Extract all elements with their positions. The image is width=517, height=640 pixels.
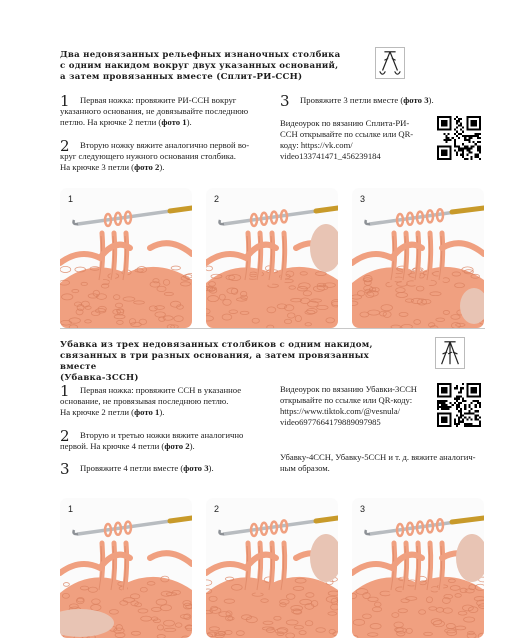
step-text: Вторую и третью ножки вяжите аналогично [80, 430, 244, 440]
step-text-end: ). [428, 95, 434, 105]
video-text-line: Видеоурок по вязанию Убавки-3ССН [280, 384, 418, 394]
yarn-chain [206, 245, 276, 263]
step-text: На крючке 3 петли ( [60, 162, 135, 172]
note-line: ным образом. [280, 463, 330, 473]
step-text-end: ). [189, 441, 195, 451]
section1-heading-line: а затем провязанных вместе (Сплит-РИ-ССН) [60, 72, 303, 82]
video-text-line: ССН открывайте по ссылке или QR- [280, 129, 414, 139]
step-text: петлю. На крючке 2 петли ( [60, 117, 162, 127]
section2-step-1 [60, 382, 280, 418]
video-text-line: https://www.tiktok.com/@vesnula/ [280, 406, 401, 416]
section2-heading-line: связанных в три разных основания, а затем провязанных вместе [60, 351, 370, 372]
photo-ref: фото 3 [183, 463, 209, 473]
section1-heading [60, 50, 380, 83]
hook-tip [220, 530, 225, 534]
photo-label: 1 [68, 194, 74, 204]
section-divider [60, 328, 485, 329]
yarn-chain [352, 555, 422, 573]
step-text: указанного основания, не довязывайте последнюю [60, 106, 249, 116]
video-text-line: Видеоурок по вязанию Сплита-РИ- [280, 118, 410, 128]
section2-step-2 [60, 427, 280, 452]
hook-handle [452, 518, 484, 522]
step-text: На крючке 2 петли ( [60, 407, 135, 417]
step-number: 1 [60, 382, 70, 400]
video-text-line: video133741471_456239184 [280, 151, 381, 161]
photo-step-2 [206, 498, 338, 638]
hook-handle [316, 518, 338, 521]
hook-handle [452, 208, 484, 212]
step-text-end: ). [186, 117, 192, 127]
section1-step-3 [280, 92, 480, 110]
section2-note [280, 452, 485, 474]
section2-heading-line: Убавка из трех недовязанных столбиков с одним накидом, [60, 340, 373, 350]
step-text: Провяжите 3 петли вместе ( [300, 95, 404, 105]
video-text-line: открывайте по ссылке или QR-коду: [280, 395, 413, 405]
photo-step-1 [60, 188, 192, 328]
hook-handle [170, 208, 192, 211]
hook-tip [74, 220, 79, 224]
finger [310, 224, 338, 272]
stitch-symbol-split-icon [375, 47, 405, 79]
photo-label: 1 [68, 504, 74, 514]
step-text: первой. На крючке 4 петли ( [60, 441, 165, 451]
step-text: Вторую ножку вяжите аналогично первой во- [80, 140, 250, 150]
note-line: Убавку-4ССН, Убавку-5ССН и т. д. вяжите аналогич- [280, 452, 476, 462]
yarn-chain [60, 555, 130, 573]
step-text: основание, не провязывая последнюю петлю. [60, 396, 229, 406]
section2-step-3 [60, 460, 280, 478]
step-number: 2 [60, 427, 70, 445]
step-number: 1 [60, 92, 70, 110]
hook-tip [220, 220, 225, 224]
yarn-chain [60, 245, 130, 263]
section1-video-link[interactable] [280, 118, 440, 162]
qr-code-icon[interactable] [437, 116, 481, 160]
section2-heading-line: (Убавка-3ССН) [60, 373, 139, 383]
yarn-chain [206, 555, 276, 573]
hook-handle [170, 518, 192, 521]
step-text: Первая ножка: провяжите РИ-ССН вокруг [80, 95, 237, 105]
photo-label: 3 [360, 504, 366, 514]
photo-step-3 [352, 188, 484, 328]
step-text-end: ). [159, 407, 165, 417]
finger [456, 534, 484, 582]
yarn-chain [352, 245, 422, 263]
photo-label: 2 [214, 504, 220, 514]
stitch-symbol-decrease-icon [435, 337, 465, 369]
photo-label: 3 [360, 194, 366, 204]
hook-tip [366, 220, 371, 224]
hook-handle [316, 208, 338, 211]
step-number: 3 [60, 460, 70, 478]
finger [310, 534, 338, 582]
photo-ref: фото 1 [161, 117, 187, 127]
video-text-line: video6977664179889097985 [280, 417, 381, 427]
step-number: 3 [280, 92, 290, 110]
step-text: Первая ножка: провяжите ССН в указанное [80, 385, 242, 395]
hook-tip [74, 530, 79, 534]
step-text: круг следующего нужного основания столбика. [60, 151, 236, 161]
photo-ref: фото 2 [134, 162, 160, 172]
step-text-end: ). [159, 162, 165, 172]
photo-step-2 [206, 188, 338, 328]
yarn-chain [442, 243, 484, 254]
photo-ref: фото 2 [164, 441, 190, 451]
step-text: Провяжите 4 петли вместе ( [80, 463, 184, 473]
photo-step-3 [352, 498, 484, 638]
yarn-chain [150, 243, 192, 254]
video-text-line: коду: https://vk.com/ [280, 140, 353, 150]
section2-heading [60, 340, 400, 384]
photo-ref: фото 3 [403, 95, 429, 105]
yarn-chain [150, 553, 192, 564]
photo-label: 2 [214, 194, 220, 204]
section1-step-1 [60, 92, 280, 128]
section2-video-link[interactable] [280, 384, 440, 428]
step-text-end: ). [208, 463, 214, 473]
section1-heading-line: Два недовязанных рельефных изнаночных столбика [60, 50, 341, 60]
section1-heading-line: с одним накидом вокруг двух указанных оснований, [60, 61, 339, 71]
qr-code-icon[interactable] [437, 383, 481, 427]
photo-ref: фото 1 [134, 407, 160, 417]
hook-tip [366, 530, 371, 534]
section1-step-2 [60, 137, 280, 173]
step-number: 2 [60, 137, 70, 155]
photo-step-1 [60, 498, 192, 638]
